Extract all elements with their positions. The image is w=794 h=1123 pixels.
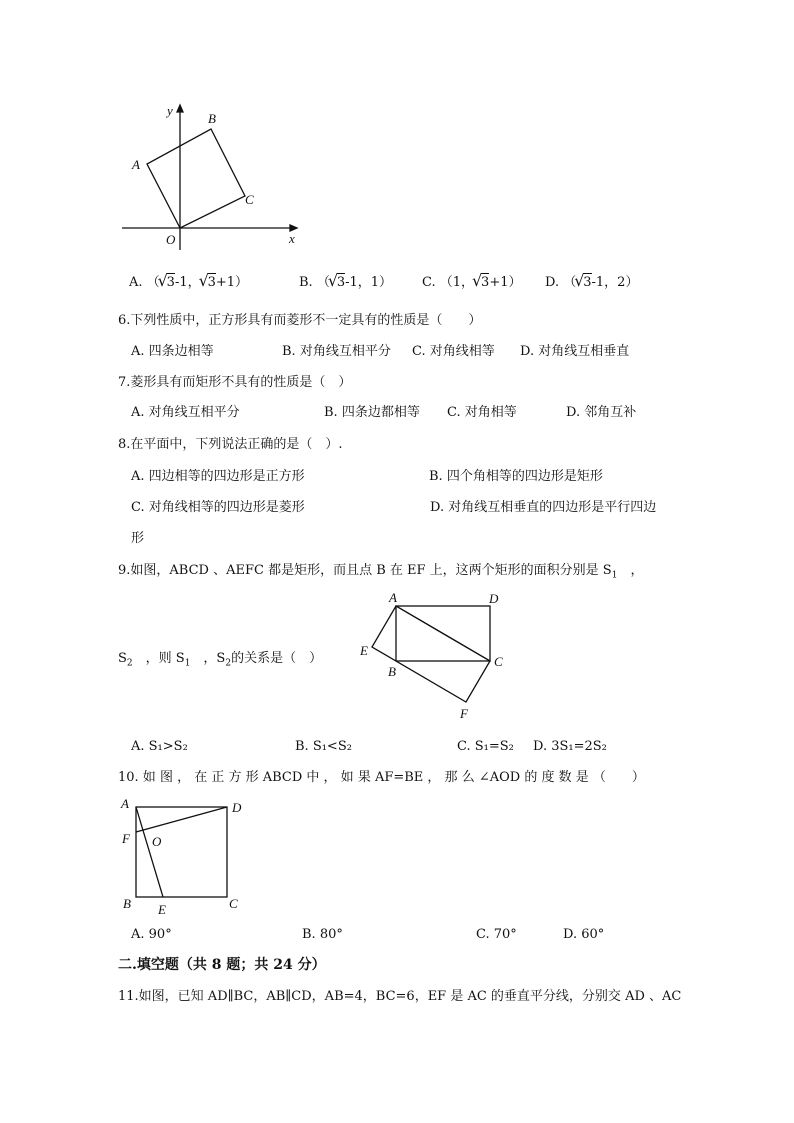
- q10-label-O: O: [152, 834, 162, 849]
- q7-stem: 7.菱形具有而矩形不具有的性质是（ ）: [118, 375, 352, 390]
- label-y: y: [167, 103, 173, 118]
- label-x: x: [289, 231, 295, 246]
- q11-stem: 11.如图，已知 AD∥BC，AB∥CD，AB=4，BC=6，EF 是 AC 的垂直平分线，分别交 AD 、AC: [118, 989, 682, 1004]
- q10-stem: 10. 如 图 ， 在 正 方 形 ABCD 中 ， 如 果 AF=BE ， 那 么 ∠AOD 的 度 数 是 （ ）: [118, 770, 645, 785]
- q10-label-E: E: [158, 902, 166, 917]
- q6-stem: 6.下列性质中，正方形具有而菱形不一定具有的性质是（ ）: [118, 313, 482, 328]
- q9-stem-line2: $S_2$ ，则 $S_1$ ，$S_2$的关系是（ ）: [118, 651, 323, 669]
- q8-option-a: A. 四边相等的四边形是正方形: [131, 469, 305, 484]
- q10-label-F: F: [122, 831, 130, 846]
- q10-option-d: D. 60°: [563, 927, 605, 942]
- q9-option-d: D. 3S₁=2S₂: [533, 739, 607, 754]
- segment-DF: [136, 807, 227, 832]
- segment-AE: [136, 807, 163, 897]
- q9-label-D: D: [489, 591, 499, 606]
- section-title-fill-in: 二.填空题（共 8 题；共 24 分）: [118, 957, 326, 973]
- q8-option-b: B. 四个角相等的四边形是矩形: [429, 469, 603, 484]
- q7-option-d: D. 邻角互补: [566, 405, 637, 420]
- q5-option-b: B. （√ 3-1，1）: [299, 276, 392, 289]
- q9-stem: 9.如图，ABCD 、AEFC 都是矩形，而且点 B 在 EF 上，这两个矩形的面积分别是 $S_1$ ，: [118, 563, 644, 581]
- q8-stem: 8.在平面中，下列说法正确的是（ ）.: [118, 437, 343, 452]
- q9-label-C: C: [494, 654, 503, 669]
- q8-option-d-continued: 形: [131, 531, 145, 546]
- q9-label-B: B: [388, 664, 396, 679]
- q6-option-a: A. 四条边相等: [131, 344, 214, 359]
- label-O: O: [166, 232, 176, 247]
- q6-option-b: B. 对角线互相平分: [282, 344, 391, 359]
- q9-option-c: C. S₁=S₂: [457, 739, 514, 754]
- q6-option-c: C. 对角线相等: [412, 344, 495, 359]
- q9-label-A: A: [389, 590, 397, 605]
- q7-option-c: C. 对角相等: [447, 405, 517, 420]
- q8-option-d: D. 对角线互相垂直的四边形是平行四边: [430, 500, 657, 515]
- q9-label-E: E: [360, 643, 368, 658]
- q10-label-A: A: [121, 796, 129, 811]
- q10-option-c: C. 70°: [476, 927, 517, 942]
- q9-label-F: F: [460, 706, 468, 721]
- q5-option-d: D. （√ 3-1，2）: [545, 276, 638, 289]
- label-B: B: [208, 111, 216, 126]
- q6-option-d: D. 对角线互相垂直: [520, 344, 630, 359]
- label-C: C: [245, 192, 254, 207]
- q8-option-c: C. 对角线相等的四边形是菱形: [131, 500, 305, 515]
- q5-option-a: A. （√ 3-1，√ 3+1）: [129, 276, 248, 289]
- q10-label-B: B: [123, 896, 131, 911]
- q7-option-b: B. 四条边都相等: [324, 405, 420, 420]
- q10-option-b: B. 80°: [302, 927, 343, 942]
- q10-label-D: D: [232, 800, 242, 815]
- label-A: A: [132, 157, 140, 172]
- q9-option-b: B. S₁<S₂: [295, 739, 352, 754]
- q10-label-C: C: [229, 896, 238, 911]
- q7-option-a: A. 对角线互相平分: [131, 405, 240, 420]
- q5-option-c: C. （1，√ 3+1）: [422, 276, 521, 289]
- q9-option-a: A. S₁>S₂: [131, 739, 188, 754]
- q10-option-a: A. 90°: [131, 927, 172, 942]
